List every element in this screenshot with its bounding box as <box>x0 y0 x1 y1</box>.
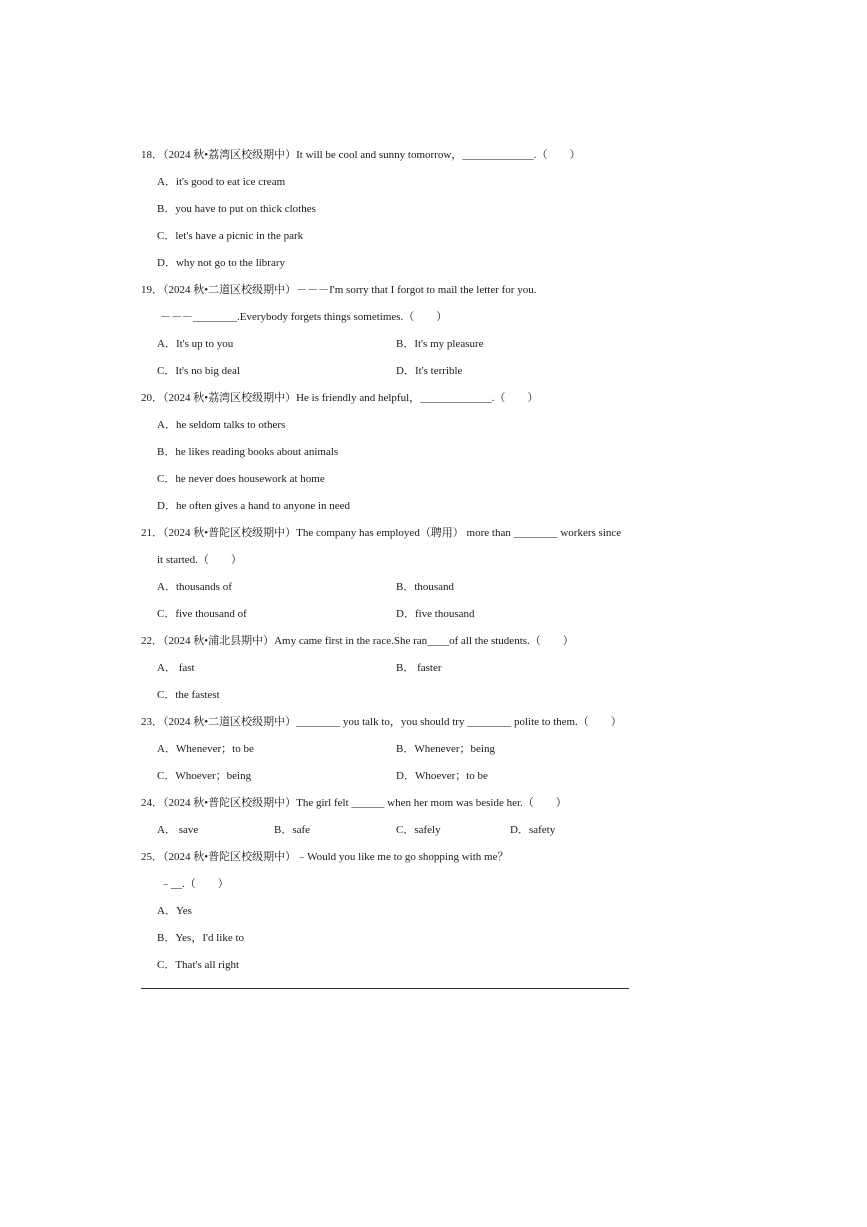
question-19-option-d: D．It's terrible <box>396 365 463 377</box>
question-25-option-a: A．Yes <box>157 905 192 917</box>
question-20-option-b: B．he likes reading books about animals <box>157 446 339 458</box>
question-19-option-c: C．It's no big deal <box>157 365 240 377</box>
question-19-stem: 19．（2024 秋•二道区校级期中）－－－I'm sorry that I forgot to mail the letter for you. <box>141 284 537 296</box>
question-18-option-d: D．why not go to the library <box>157 257 286 269</box>
question-18-option-a: A．it's good to eat ice cream <box>157 176 286 188</box>
question-24-stem: 24．（2024 秋•普陀区校级期中）The girl felt ______ when her mom was beside her.（ ） <box>141 797 567 809</box>
question-23-option-d: D．Whoever；to be <box>396 770 488 782</box>
question-23-stem: 23．（2024 秋•二道区校级期中）________ you talk to，you should try ________ polite to them.（ ） <box>141 716 622 728</box>
question-20-stem: 20．（2024 秋•荔湾区校级期中）He is friendly and helpful，_____________.（ ） <box>141 392 539 404</box>
question-20-option-a: A．he seldom talks to others <box>157 419 286 431</box>
question-19-stem-continued: －－－________.Everybody forgets things sometimes.（ ） <box>160 311 448 323</box>
question-24-option-c: C．safely <box>396 824 441 836</box>
question-18-option-c: C．let's have a picnic in the park <box>157 230 304 242</box>
question-22-option-c: C．the fastest <box>157 689 220 701</box>
question-21-stem: 21．（2024 秋•普陀区校级期中）The company has employed（聘用） more than ________ workers since <box>141 527 622 539</box>
question-24-option-b: B．safe <box>274 824 311 836</box>
question-23-option-b: B．Whenever；being <box>396 743 495 755</box>
question-25-option-c: C．That's all right <box>157 959 240 971</box>
question-24-option-a: A． save <box>157 824 199 836</box>
footer-divider <box>141 988 629 989</box>
question-18-stem: 18．（2024 秋•荔湾区校级期中）It will be cool and sunny tomorrow，_____________.（ ） <box>141 149 581 161</box>
question-22-option-a: A． fast <box>157 662 195 674</box>
question-21-option-b: B．thousand <box>396 581 455 593</box>
question-25-stem-continued: ﹣__.（ ） <box>160 878 229 890</box>
question-20-option-d: D．he often gives a hand to anyone in need <box>157 500 351 512</box>
question-21-option-a: A．thousands of <box>157 581 232 593</box>
question-25-option-b: B．Yes，I'd like to <box>157 932 245 944</box>
question-21-stem-continued: it started.（ ） <box>157 554 242 566</box>
question-24-option-d: D．safety <box>510 824 556 836</box>
question-20-option-c: C．he never does housework at home <box>157 473 325 485</box>
question-22-option-b: B． faster <box>396 662 442 674</box>
question-25-stem: 25．（2024 秋•普陀区校级期中）﹣Would you like me to go shopping with me？ <box>141 851 509 863</box>
question-23-option-a: A．Whenever；to be <box>157 743 254 755</box>
question-18-option-b: B．you have to put on thick clothes <box>157 203 316 215</box>
question-19-option-a: A．It's up to you <box>157 338 234 350</box>
question-21-option-d: D．five thousand <box>396 608 475 620</box>
question-22-stem: 22．（2024 秋•浦北县期中）Amy came first in the race.She ran____of all the students.（ ） <box>141 635 574 647</box>
question-19-option-b: B．It's my pleasure <box>396 338 484 350</box>
question-23-option-c: C．Whoever；being <box>157 770 252 782</box>
question-21-option-c: C．five thousand of <box>157 608 247 620</box>
